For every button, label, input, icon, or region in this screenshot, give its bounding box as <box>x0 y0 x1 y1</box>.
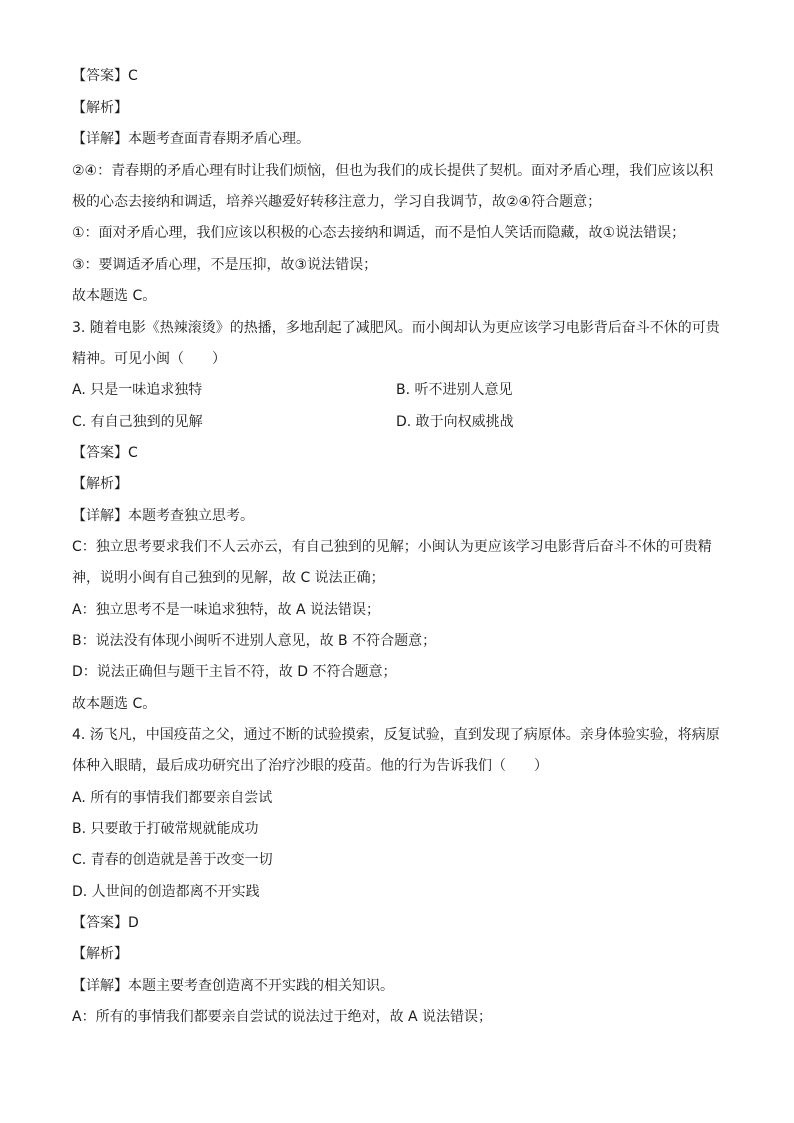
q4-answer: 【答案】D <box>72 915 139 931</box>
q4-option-b: B. 只要敢于打破常规就能成功 <box>72 821 259 837</box>
q4-stem-line-1: 4. 汤飞凡，中国疫苗之父，通过不断的试验摸索，反复试验，直到发现了病原体。亲身体验实验，将病原 <box>72 727 720 743</box>
q3-answer: 【答案】C <box>72 445 138 461</box>
q2-paragraph-1-line-1: ②④：青春期的矛盾心理有时让我们烦恼，但也为我们的成长提供了契机。面对矛盾心理，我们应该以积 <box>72 163 714 179</box>
q4-detail: 【详解】本题主要考查创造离不开实践的相关知识。 <box>72 978 394 994</box>
q3-stem-line-1: 3. 随着电影《热辣滚烫》的热播，多地刮起了减肥风。而小闽却认为更应该学习电影背后奋斗不休的可贵 <box>72 320 720 336</box>
q4-option-d: D. 人世间的创造都离不开实践 <box>72 884 260 900</box>
q3-paragraph-4: D：说法正确但与题干主旨不符，故 D 不符合题意； <box>72 664 397 680</box>
q3-paragraph-1-line-1: C：独立思考要求我们不人云亦云，有自己独到的见解；小闽认为更应该学习电影背后奋斗不休的可贵精 <box>72 539 712 555</box>
q4-paragraph-1: A：所有的事情我们都要亲自尝试的说法过于绝对，故 A 说法错误； <box>72 1009 493 1025</box>
q2-answer: 【答案】C <box>72 68 138 84</box>
q3-option-b: B. 听不进别人意见 <box>396 382 513 398</box>
q4-option-a: A. 所有的事情我们都要亲自尝试 <box>72 790 273 806</box>
q3-paragraph-1-line-2: 神，说明小闽有自己独到的见解，故 C 说法正确； <box>72 570 385 586</box>
q3-conclusion: 故本题选 C。 <box>72 696 157 712</box>
q3-option-c: C. 有自己独到的见解 <box>72 414 203 430</box>
q4-analysis-label: 【解析】 <box>72 946 128 962</box>
q2-conclusion: 故本题选 C。 <box>72 288 157 304</box>
q4-stem-line-2: 体种入眼睛，最后成功研究出了治疗沙眼的疫苗。他的行为告诉我们（ ） <box>72 758 548 774</box>
q3-analysis-label: 【解析】 <box>72 476 128 492</box>
q3-stem-line-2: 精神。可见小闽（ ） <box>72 351 226 367</box>
q2-detail: 【详解】本题考查面青春期矛盾心理。 <box>72 131 310 147</box>
q3-paragraph-3: B：说法没有体现小闽听不进别人意见，故 B 不符合题意； <box>72 633 437 649</box>
q3-option-d: D. 敢于向权威挑战 <box>396 414 514 430</box>
q2-paragraph-3: ③：要调适矛盾心理，不是压抑，故③说法错误； <box>72 257 378 273</box>
q3-paragraph-2: A：独立思考不是一味追求独特，故 A 说法错误； <box>72 602 381 618</box>
q3-option-a: A. 只是一味追求独特 <box>72 382 203 398</box>
q2-paragraph-2: ①：面对矛盾心理，我们应该以积极的心态去接纳和调适，而不是怕人笑话而隐藏，故①说法错误； <box>72 225 686 241</box>
q3-detail: 【详解】本题考查独立思考。 <box>72 508 254 524</box>
q4-option-c: C. 青春的创造就是善于改变一切 <box>72 852 273 868</box>
q2-paragraph-1-line-2: 极的心态去接纳和调适，培养兴趣爱好转移注意力，学习自我调节，故②④符合题意； <box>72 194 602 210</box>
q2-analysis-label: 【解析】 <box>72 100 128 116</box>
